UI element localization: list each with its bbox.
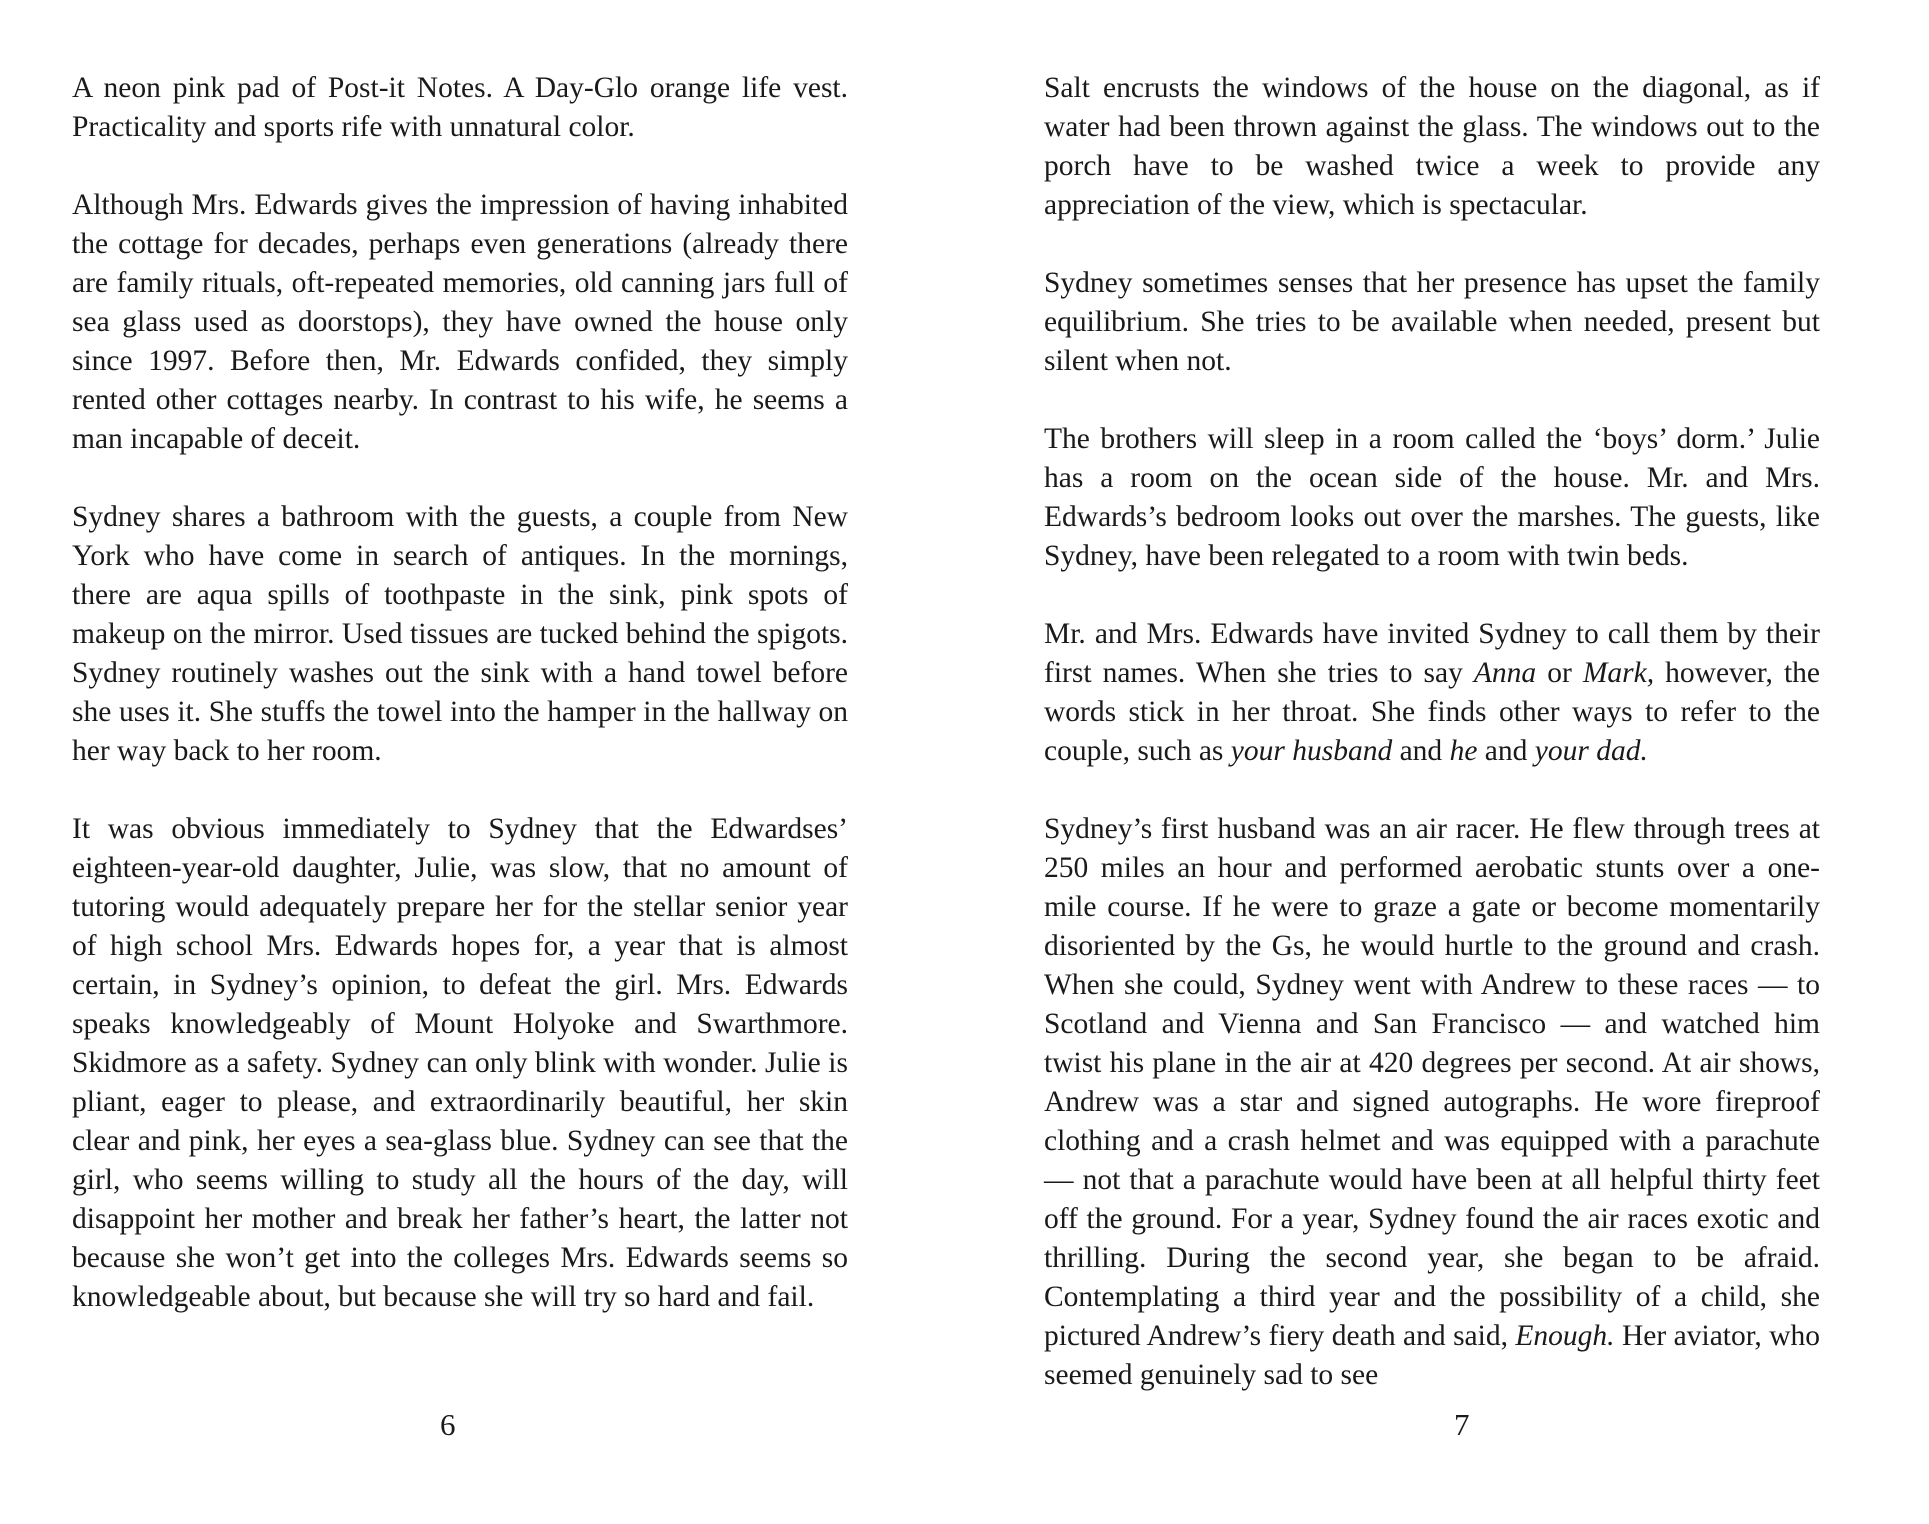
paragraph: [1044, 615, 1820, 771]
paragraph: Sydney sometimes senses that her presence has upset the family equilibrium. She tries to be available when needed, present but silent when not.: [1044, 267, 1820, 377]
text-run: Sydney’s first husband was an air racer. He flew through trees at 250 miles an hour and performed aerobatic stunts over a one-mile course. If he were to graze a gate or become momentarily disoriented by the Gs, he would hurtle to the ground and crash. When she could, Sydney went with Andrew to these races — to Scotland and Vienna and San Francisco — and watched him twist his plane in the air at 420 degrees per second. At air shows, Andrew was a star and signed autographs. He wore fireproof clothing and a crash helmet and was equipped with a parachute — not that a parachute would have been at all helpful thirty feet off the ground. For a year, Sydney found the air races exotic and thrilling. During the second year, she began to be afraid. Contemplating a third year and the possibility of a child, she pictured Andrew’s fiery death and said,: [1044, 813, 1820, 1352]
italic-run: Enough.: [1515, 1320, 1615, 1352]
paragraph: [1044, 810, 1820, 1395]
italic-run: your dad.: [1534, 735, 1648, 767]
paragraph: A neon pink pad of Post-it Notes. A Day-Glo orange life vest. Practicality and sports rife with unnatural color.: [72, 72, 848, 143]
text-run: and: [1477, 735, 1535, 767]
text-run: and: [1392, 735, 1450, 767]
italic-run: Mark,: [1582, 657, 1655, 689]
paragraph: It was obvious immediately to Sydney that the Edwardses’ eighteen-year-old daughter, Julie, was slow, that no amount of tutoring would adequately prepare her for the stellar senior year of high school Mrs. Edwards hopes for, a year that is almost certain, in Sydney’s opinion, to defeat the girl. Mrs. Edwards speaks knowledgeably of Mount Holyoke and Swarthmore. Skidmore as a safety. Sydney can only blink with wonder. Julie is pliant, eager to please, and extraordinarily beautiful, her skin clear and pink, her eyes a sea-glass blue. Sydney can see that the girl, who seems willing to study all the hours of the day, will disappoint her mother and break her father’s heart, the latter not because she won’t get into the colleges Mrs. Edwards seems so knowledgeable about, but because she will try so hard and fail.: [72, 813, 848, 1313]
right-page-text: [1044, 69, 1820, 1395]
text-run: however, the words stick in her throat. She finds other ways to refer to the couple, such as: [1044, 657, 1820, 767]
page-number-text: 7: [1454, 1407, 1470, 1442]
text-run: Mr. and Mrs. Edwards have invited Sydney to call them by their first names. When she tries to say: [1044, 618, 1820, 689]
italic-run: your husband: [1230, 735, 1393, 767]
paragraph: Salt encrusts the windows of the house on the diagonal, as if water had been thrown against the glass. The windows out to the porch have to be washed twice a week to provide any appreciation of the view, which is spectacular.: [1044, 72, 1820, 221]
italic-run: he: [1449, 735, 1478, 767]
left-page-text: [72, 69, 848, 1317]
text-run: or: [1536, 657, 1583, 689]
italic-run: Anna: [1473, 657, 1537, 689]
right-page: [964, 0, 1929, 1524]
left-page: [0, 0, 964, 1524]
paragraph: Although Mrs. Edwards gives the impression of having inhabited the cottage for decades, perhaps even generations (already there are family rituals, oft-repeated memories, old canning jars full of sea glass used as doorstops), they have owned the house only since 1997. Before then, Mr. Edwards confided, they simply rented other cottages nearby. In contrast to his wife, he seems a man incapable of deceit.: [72, 189, 848, 455]
paragraph: The brothers will sleep in a room called the ‘boys’ dorm.’ Julie has a room on the ocean side of the house. Mr. and Mrs. Edwards’s bedroom looks out over the marshes. The guests, like Sydney, have been relegated to a room with twin beds.: [1044, 423, 1820, 572]
page-number-text: 6: [440, 1407, 456, 1442]
text-run: Her aviator, who seemed genuinely sad to see: [1044, 1320, 1820, 1391]
paragraph: Sydney shares a bathroom with the guests, a couple from New York who have come in search of antiques. In the mornings, there are aqua spills of toothpaste in the sink, pink spots of makeup on the mirror. Used tissues are tucked behind the spigots. Sydney routinely washes out the sink with a hand towel before she uses it. She stuffs the towel into the hamper in the hallway on her way back to her room.: [72, 501, 848, 767]
